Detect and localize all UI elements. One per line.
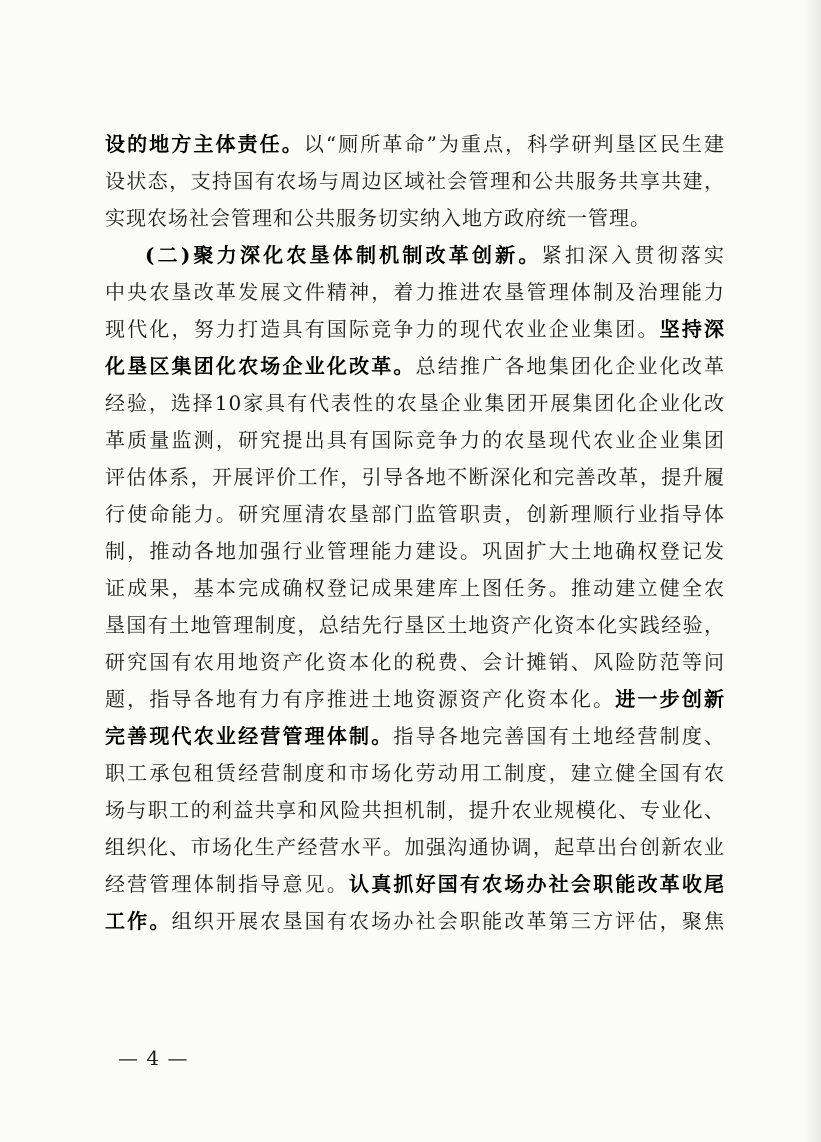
bold-text-segment: 进一步创新: [615, 687, 725, 711]
text-line: [105, 163, 725, 200]
bold-text-segment: 认真抓好国有农场办社会职能改革收尾: [349, 872, 725, 896]
bold-text-segment: 完善现代农业经营管理体制。: [105, 724, 394, 748]
page-number: — 4 —: [118, 1046, 189, 1070]
text-line: [105, 866, 725, 903]
text-segment: 职工承包租赁经营制度和市场化劳动用工制度，建立健全国有农: [105, 761, 725, 785]
text-segment: 组织开展农垦国有农场办社会职能改革第三方评估，聚焦: [171, 909, 725, 933]
text-segment: 经验，选择10家具有代表性的农垦企业集团开展集团化企业化改: [105, 391, 725, 415]
text-segment: 题，指导各地有力有序推进土地资源资产化资本化。: [105, 687, 616, 711]
bold-text-segment: 化垦区集团化农场企业化改革。: [105, 354, 416, 378]
text-segment: 经营管理体制指导意见。: [105, 872, 350, 896]
bold-text-segment: 坚持深: [659, 317, 725, 341]
text-segment: 评估体系，开展评价工作，引导各地不断深化和完善改革，提升履: [105, 465, 725, 489]
text-segment: 现代化，努力打造具有国际竞争力的现代农业企业集团。: [105, 317, 660, 341]
text-segment: 紧扣深入贯彻落实: [541, 243, 725, 267]
text-line: [105, 274, 725, 311]
text-line: [105, 385, 725, 422]
text-line: [105, 459, 725, 496]
text-line: [105, 718, 725, 755]
page-edge-shadow: [803, 0, 821, 1142]
text-line: [105, 237, 725, 274]
text-segment: 研究国有农用地资产化资本化的税费、会计摊销、风险防范等问: [105, 650, 725, 674]
text-line: [105, 200, 725, 237]
text-segment: 垦国有土地管理制度，总结先行垦区土地资产化资本化实践经验，: [105, 613, 725, 637]
text-segment: 总结推广各地集团化企业化改革: [415, 354, 725, 378]
body-text: [105, 126, 725, 940]
text-segment: 设状态，支持国有农场与周边区域社会管理和公共服务共享共建，: [105, 169, 725, 193]
text-line: [105, 903, 725, 940]
text-segment: 以“厕所革命”为重点，科学研判垦区民生建: [303, 132, 725, 156]
bold-text-segment: (二)聚力深化农垦体制机制改革创新。: [145, 243, 542, 267]
text-segment: 组织化、市场化生产经营水平。加强沟通协调，起草出台创新农业: [105, 835, 725, 859]
text-segment: 革质量监测，研究提出具有国际竞争力的农垦现代农业企业集团: [105, 428, 725, 452]
text-line: [105, 681, 725, 718]
text-line: [105, 755, 725, 792]
text-line: [105, 533, 725, 570]
text-segment: 证成果，基本完成确权登记成果建库上图任务。推动建立健全农: [105, 576, 725, 600]
text-line: [105, 570, 725, 607]
bold-text-segment: 设的地方主体责任。: [105, 132, 304, 156]
text-line: [105, 792, 725, 829]
text-line: [105, 126, 725, 163]
text-line: [105, 607, 725, 644]
text-line: [105, 422, 725, 459]
text-line: [105, 311, 725, 348]
text-line: [105, 348, 725, 385]
bold-text-segment: 工作。: [105, 909, 172, 933]
text-line: [105, 496, 725, 533]
text-segment: 行使命能力。研究厘清农垦部门监管职责，创新理顺行业指导体: [105, 502, 725, 526]
text-segment: 制，推动各地加强行业管理能力建设。巩固扩大土地确权登记发: [105, 539, 725, 563]
text-segment: 中央农垦改革发展文件精神，着力推进农垦管理体制及治理能力: [105, 280, 725, 304]
text-segment: 指导各地完善国有土地经营制度、: [393, 724, 725, 748]
text-segment: 实现农场社会管理和公共服务切实纳入地方政府统一管理。: [105, 206, 651, 230]
text-segment: 场与职工的利益共享和风险共担机制，提升农业规模化、专业化、: [105, 798, 725, 822]
text-line: [105, 644, 725, 681]
text-line: [105, 829, 725, 866]
